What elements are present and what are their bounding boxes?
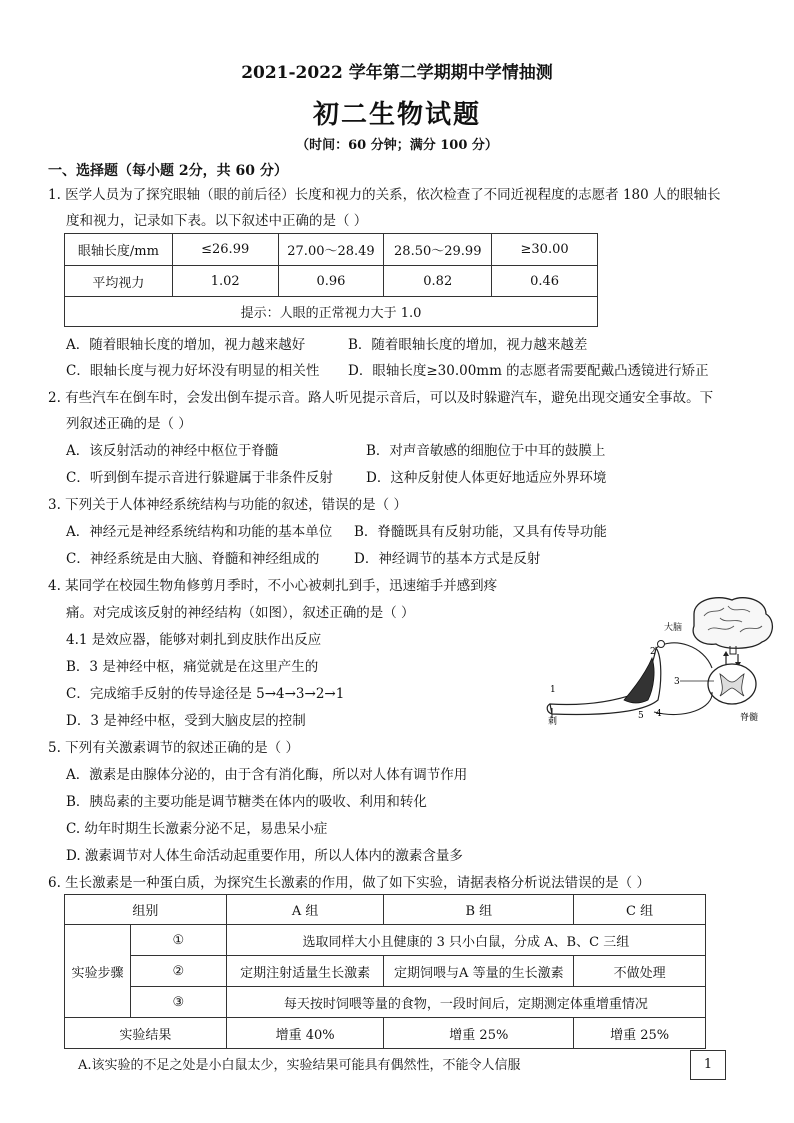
result-c: 增重 25%: [574, 1018, 706, 1049]
step-3-text: 每天按时饲喂等量的食物，一段时间后，定期测定体重增重情况: [226, 987, 705, 1018]
q6-stem: 6. 生长激素是一种蛋白质，为探究生长激素的作用，做了如下实验，请据表格分析说法错误的是（ ）: [48, 875, 650, 891]
result-a: 增重 40%: [226, 1018, 384, 1049]
label-spinal-cord: 脊髓: [740, 713, 759, 723]
q1-option-c: C．眼轴长度与视力好坏没有明显的相关性: [66, 363, 320, 379]
q2-stem-line1: 2. 有些汽车在倒车时，会发出倒车提示音。路人听见提示音后，可以及时躲避汽车，避免出现交通安全事故。下: [48, 390, 714, 406]
q5-option-d: D. 激素调节对人体生命活动起重要作用，所以人体内的激素含量多: [66, 848, 463, 864]
q3-option-b: B．脊髓既具有反射功能，又具有传导功能: [354, 524, 607, 540]
q4-option-a: 4.1 是效应器，能够对刺扎到皮肤作出反应: [66, 632, 322, 648]
table-cell: 平均视力: [65, 266, 173, 297]
label-1: 1: [550, 685, 556, 695]
q2-option-c: C．听到倒车提示音进行躲避属于非条件反射: [66, 470, 333, 486]
table-cell: 眼轴长度/mm: [65, 234, 173, 266]
q1-option-b: B．随着眼轴长度的增加，视力越来越差: [348, 337, 588, 353]
header-b: B 组: [384, 895, 574, 925]
section-heading: 一、选择题（每小题 2分，共 60 分）: [48, 163, 288, 179]
step-1-marker: ①: [130, 925, 226, 956]
step-2-b: 定期饲喂与A 等量的生长激素: [384, 956, 574, 987]
label-3: 3: [674, 677, 680, 687]
q3-option-d: D．神经调节的基本方式是反射: [354, 551, 541, 567]
header-a: A 组: [226, 895, 384, 925]
reflex-arc-figure: [544, 596, 780, 726]
header-group: 组别: [65, 895, 227, 925]
q2-option-a: A．该反射活动的神经中枢位于脊髓: [66, 443, 279, 459]
steps-label: 实验步骤: [65, 925, 131, 1018]
q6-experiment-table: [64, 894, 706, 1049]
result-label: 实验结果: [65, 1018, 227, 1049]
label-brain: 大脑: [664, 623, 683, 633]
q5-option-a: A．激素是由腺体分泌的，由于含有消化酶，所以对人体有调节作用: [66, 767, 468, 783]
q3-stem: 3. 下列关于人体神经系统结构与功能的叙述，错误的是（ ）: [48, 497, 407, 513]
table-cell: ≥30.00: [492, 234, 598, 266]
brain-shape: [693, 598, 772, 649]
step-2-c: 不做处理: [574, 956, 706, 987]
header-c: C 组: [574, 895, 706, 925]
q4-stem-line2: 痛。对完成该反射的神经结构（如图），叙述正确的是（ ）: [66, 605, 415, 621]
q4-stem-line1: 4. 某同学在校园生物角修剪月季时，不小心被刺扎到手，迅速缩手并感到疼: [48, 578, 498, 594]
label-5: 5: [638, 711, 644, 721]
q5-option-b: B．胰岛素的主要功能是调节糖类在体内的吸收、利用和转化: [66, 794, 427, 810]
table-cell: 28.50～29.99: [384, 234, 492, 266]
result-b: 增重 25%: [384, 1018, 574, 1049]
q4-option-c: C．完成缩手反射的传导途径是 5→4→3→2→1: [66, 686, 345, 702]
table-cell: 0.82: [384, 266, 492, 297]
step-3-marker: ③: [130, 987, 226, 1018]
q6-option-a: A.该实验的不足之处是小白鼠太少，实验结果可能具有偶然性，不能令人信服: [78, 1058, 521, 1073]
q1-data-table: [64, 233, 598, 327]
label-4: 4: [656, 709, 662, 719]
q2-stem-line2: 列叙述正确的是（ ）: [66, 416, 192, 432]
table-cell: ≤26.99: [172, 234, 278, 266]
table-cell: 1.02: [172, 266, 278, 297]
q5-option-c: C. 幼年时期生长激素分泌不足，易患呆小症: [66, 821, 328, 837]
q5-stem: 5. 下列有关激素调节的叙述正确的是（ ）: [48, 740, 299, 756]
table-cell: 0.96: [278, 266, 384, 297]
muscle-shape: [624, 658, 654, 703]
table-note: 提示：人眼的正常视力大于 1.0: [65, 297, 598, 327]
q3-option-a: A．神经元是神经系统结构和功能的基本单位: [66, 524, 333, 540]
q4-option-b: B．3 是神经中枢，痛觉就是在这里产生的: [66, 659, 319, 675]
label-thorn: 刺: [548, 717, 558, 726]
q1-option-a: A．随着眼轴长度的增加，视力越来越好: [66, 337, 306, 353]
step-1-text: 选取同样大小且健康的 3 只小白鼠，分成 A、B、C 三组: [226, 925, 705, 956]
page-title: 初二生物试题: [312, 100, 481, 130]
label-2: 2: [650, 647, 656, 657]
q2-option-b: B．对声音敏感的细胞位于中耳的鼓膜上: [366, 443, 606, 459]
q4-option-d: D．3 是神经中枢，受到大脑皮层的控制: [66, 713, 306, 729]
page-number: 1: [690, 1050, 726, 1080]
table-cell: 27.00～28.49: [278, 234, 384, 266]
q3-option-c: C．神经系统是由大脑、脊髓和神经组成的: [66, 551, 320, 567]
step-2-marker: ②: [130, 956, 226, 987]
exam-term-line: 2021-2022 学年第二学期期中学情抽测: [241, 63, 553, 83]
q2-option-d: D．这种反射使人体更好地适应外界环境: [366, 470, 607, 486]
exam-time-line: （时间：60 分钟；满分 100 分）: [296, 138, 498, 153]
q1-stem-line1: 1. 医学人员为了探究眼轴（眼的前后径）长度和视力的关系，依次检查了不同近视程度的志愿者 180 人的眼轴长: [48, 187, 721, 203]
q1-option-d: D．眼轴长度≥30.00mm 的志愿者需要配戴凸透镜进行矫正: [348, 363, 709, 379]
step-2-a: 定期注射适量生长激素: [226, 956, 384, 987]
q1-stem-line2: 度和视力，记录如下表。以下叙述中正确的是（ ）: [66, 213, 368, 229]
table-cell: 0.46: [492, 266, 598, 297]
